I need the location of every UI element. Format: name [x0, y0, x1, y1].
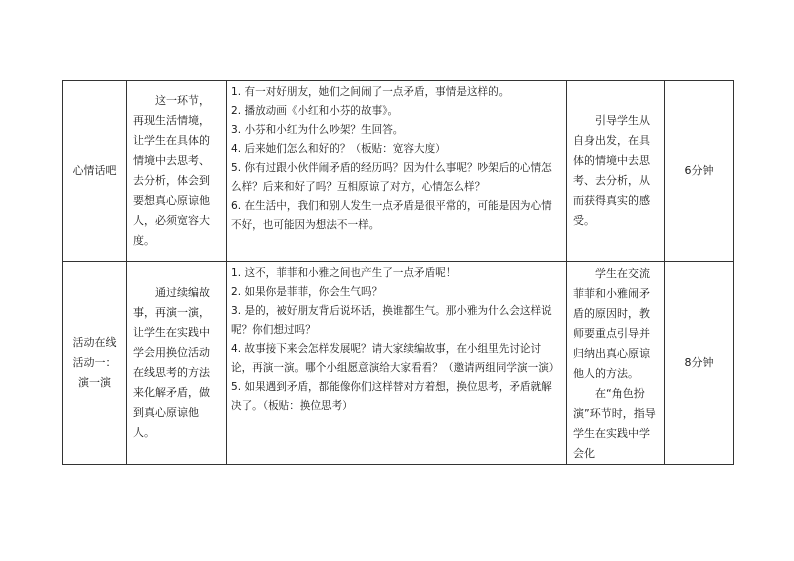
teaching-steps-cell [227, 81, 567, 262]
step-item: 4. 后来她们怎么和好的？（板贴：宽容大度） [231, 143, 446, 155]
step-item: 1. 这不，菲菲和小雅之间也产生了一点矛盾呢！ [231, 267, 457, 279]
lesson-plan-table [62, 80, 734, 465]
design-intent-cell [127, 262, 227, 465]
guidance-text: 引导学生从自身出发，在具体的情境中去思考、去分析，从而获得真实的感受。 [573, 114, 650, 227]
guidance-cell [567, 81, 665, 262]
step-item: 3. 是的，被好朋友背后说坏话，换谁都生气。那小雅为什么会这样说呢？你们想过吗？ [231, 305, 552, 336]
step-item: 1. 有一对好朋友，她们之间闹了一点矛盾，事情是这样的。 [231, 86, 510, 98]
step-item: 5. 如果遇到矛盾，都能像你们这样替对方着想，换位思考，矛盾就解决了。（板贴：换位思考） [231, 381, 552, 412]
teaching-steps-cell [227, 262, 567, 465]
design-intent-text: 这一环节，再现生活情境，让学生在具体的情境中去思考、去分析，体会到要想真心原谅他人，必须宽容大度。 [133, 94, 210, 247]
step-item: 6. 在生活中，我们和别人发生一点矛盾是很平常的，可能是因为心情不好，也可能因为想法不一样。 [231, 200, 552, 231]
time-value: 6分钟 [684, 164, 714, 177]
table-row [63, 81, 734, 262]
table-row [63, 262, 734, 465]
step-item: 5. 你有过跟小伙伴闹矛盾的经历吗？因为什么事呢？吵架后的心情怎么样？后来和好了吗？互相原谅了对方，心情怎么样？ [231, 162, 552, 193]
activity-name: 心情话吧 [72, 164, 117, 177]
time-cell [665, 262, 734, 465]
step-item: 2. 播放动画《小红和小芬的故事》。 [231, 105, 399, 117]
step-item: 4. 故事接下来会怎样发展呢？请大家续编故事，在小组里先讨论讨论，再演一演。哪个小组愿意演给大家看看？（邀请两组同学演一演） [231, 343, 560, 374]
activity-name-line: 活动在线 [72, 336, 117, 349]
activity-name-cell [63, 262, 127, 465]
design-intent-text: 通过续编故事，再演一演，让学生在实践中学会用换位活动在线思考的方法来化解矛盾，做到真心原谅他人。 [133, 286, 210, 439]
activity-name-line: 演一演 [78, 376, 111, 389]
time-value: 8分钟 [684, 356, 714, 369]
activity-name-cell [63, 81, 127, 262]
guidance-text: 学生在交流菲菲和小雅闹矛盾的原因时，教师要重点引导并归纳出真心原谅他人的方法。 [573, 267, 650, 380]
activity-name-line: 活动一： [72, 356, 117, 369]
guidance-text: 在“角色扮演”环节时，指导学生在实践中学会化 [573, 387, 656, 460]
step-item: 3. 小芬和小红为什么吵架？生回答。 [231, 124, 404, 136]
step-item: 2. 如果你是菲菲，你会生气吗？ [231, 286, 383, 298]
guidance-cell [567, 262, 665, 465]
time-cell [665, 81, 734, 262]
design-intent-cell [127, 81, 227, 262]
